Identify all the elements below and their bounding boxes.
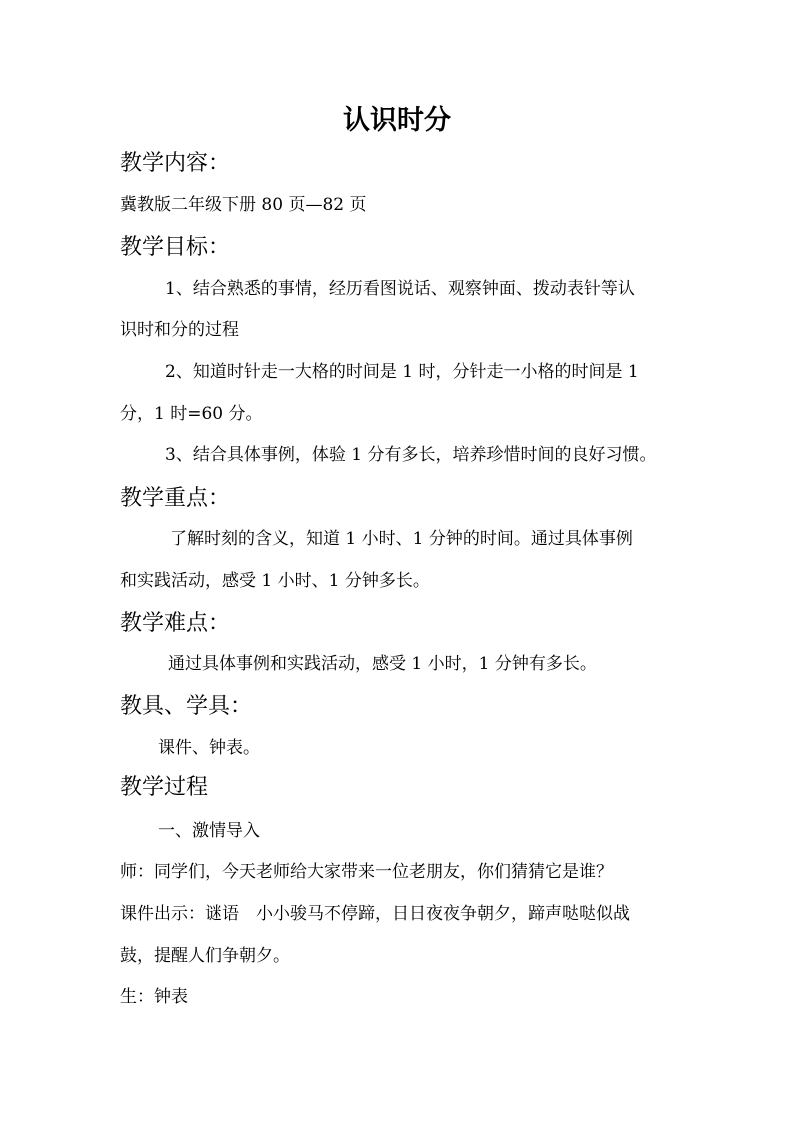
goal-3: 3、结合具体事例，体验 1 分有多长，培养珍惜时间的良好习惯。 [165,445,657,465]
section-heading-tools: 教具、学具： [120,694,253,719]
process-courseware-line-1: 课件出示：谜语 小小骏马不停蹄，日日夜夜争朝夕，蹄声哒哒似战 [120,904,630,924]
process-teacher-line: 师：同学们，今天老师给大家带来一位老朋友，你们猜猜它是谁？ [120,862,613,882]
section-heading-difficulties: 教学难点： [120,611,231,636]
goal-1-line-1: 1、结合熟悉的事情，经历看图说话、观察钟面、拨动表针等认 [165,279,635,299]
goal-2-line-1: 2、知道时针走一大格的时间是 1 时，分针走一小格的时间是 1 [165,362,639,382]
key-points-line-1: 了解时刻的含义，知道 1 小时、1 分钟的时间。通过具体事例 [170,529,633,549]
section-heading-process: 教学过程 [120,775,209,800]
process-step-1: 一、激情导入 [158,821,260,841]
goal-2-line-2: 分，1 时=60 分。 [120,404,263,424]
content-text: 冀教版二年级下册 80 页—82 页 [120,195,367,215]
key-points-line-2: 和实践活动，感受 1 小时、1 分钟多长。 [120,571,430,591]
goal-1-line-2: 识时和分的过程 [120,320,239,340]
difficulties-text: 通过具体事例和实践活动，感受 1 小时，1 分钟有多长。 [168,654,597,674]
section-heading-content: 教学内容： [120,151,231,176]
tools-text: 课件、钟表。 [158,738,260,758]
section-heading-goals: 教学目标： [120,235,231,260]
process-courseware-line-2: 鼓，提醒人们争朝夕。 [120,946,290,966]
page-title: 认识时分 [343,105,451,136]
section-heading-key-points: 教学重点： [120,486,231,511]
process-student-line: 生：钟表 [120,987,188,1007]
